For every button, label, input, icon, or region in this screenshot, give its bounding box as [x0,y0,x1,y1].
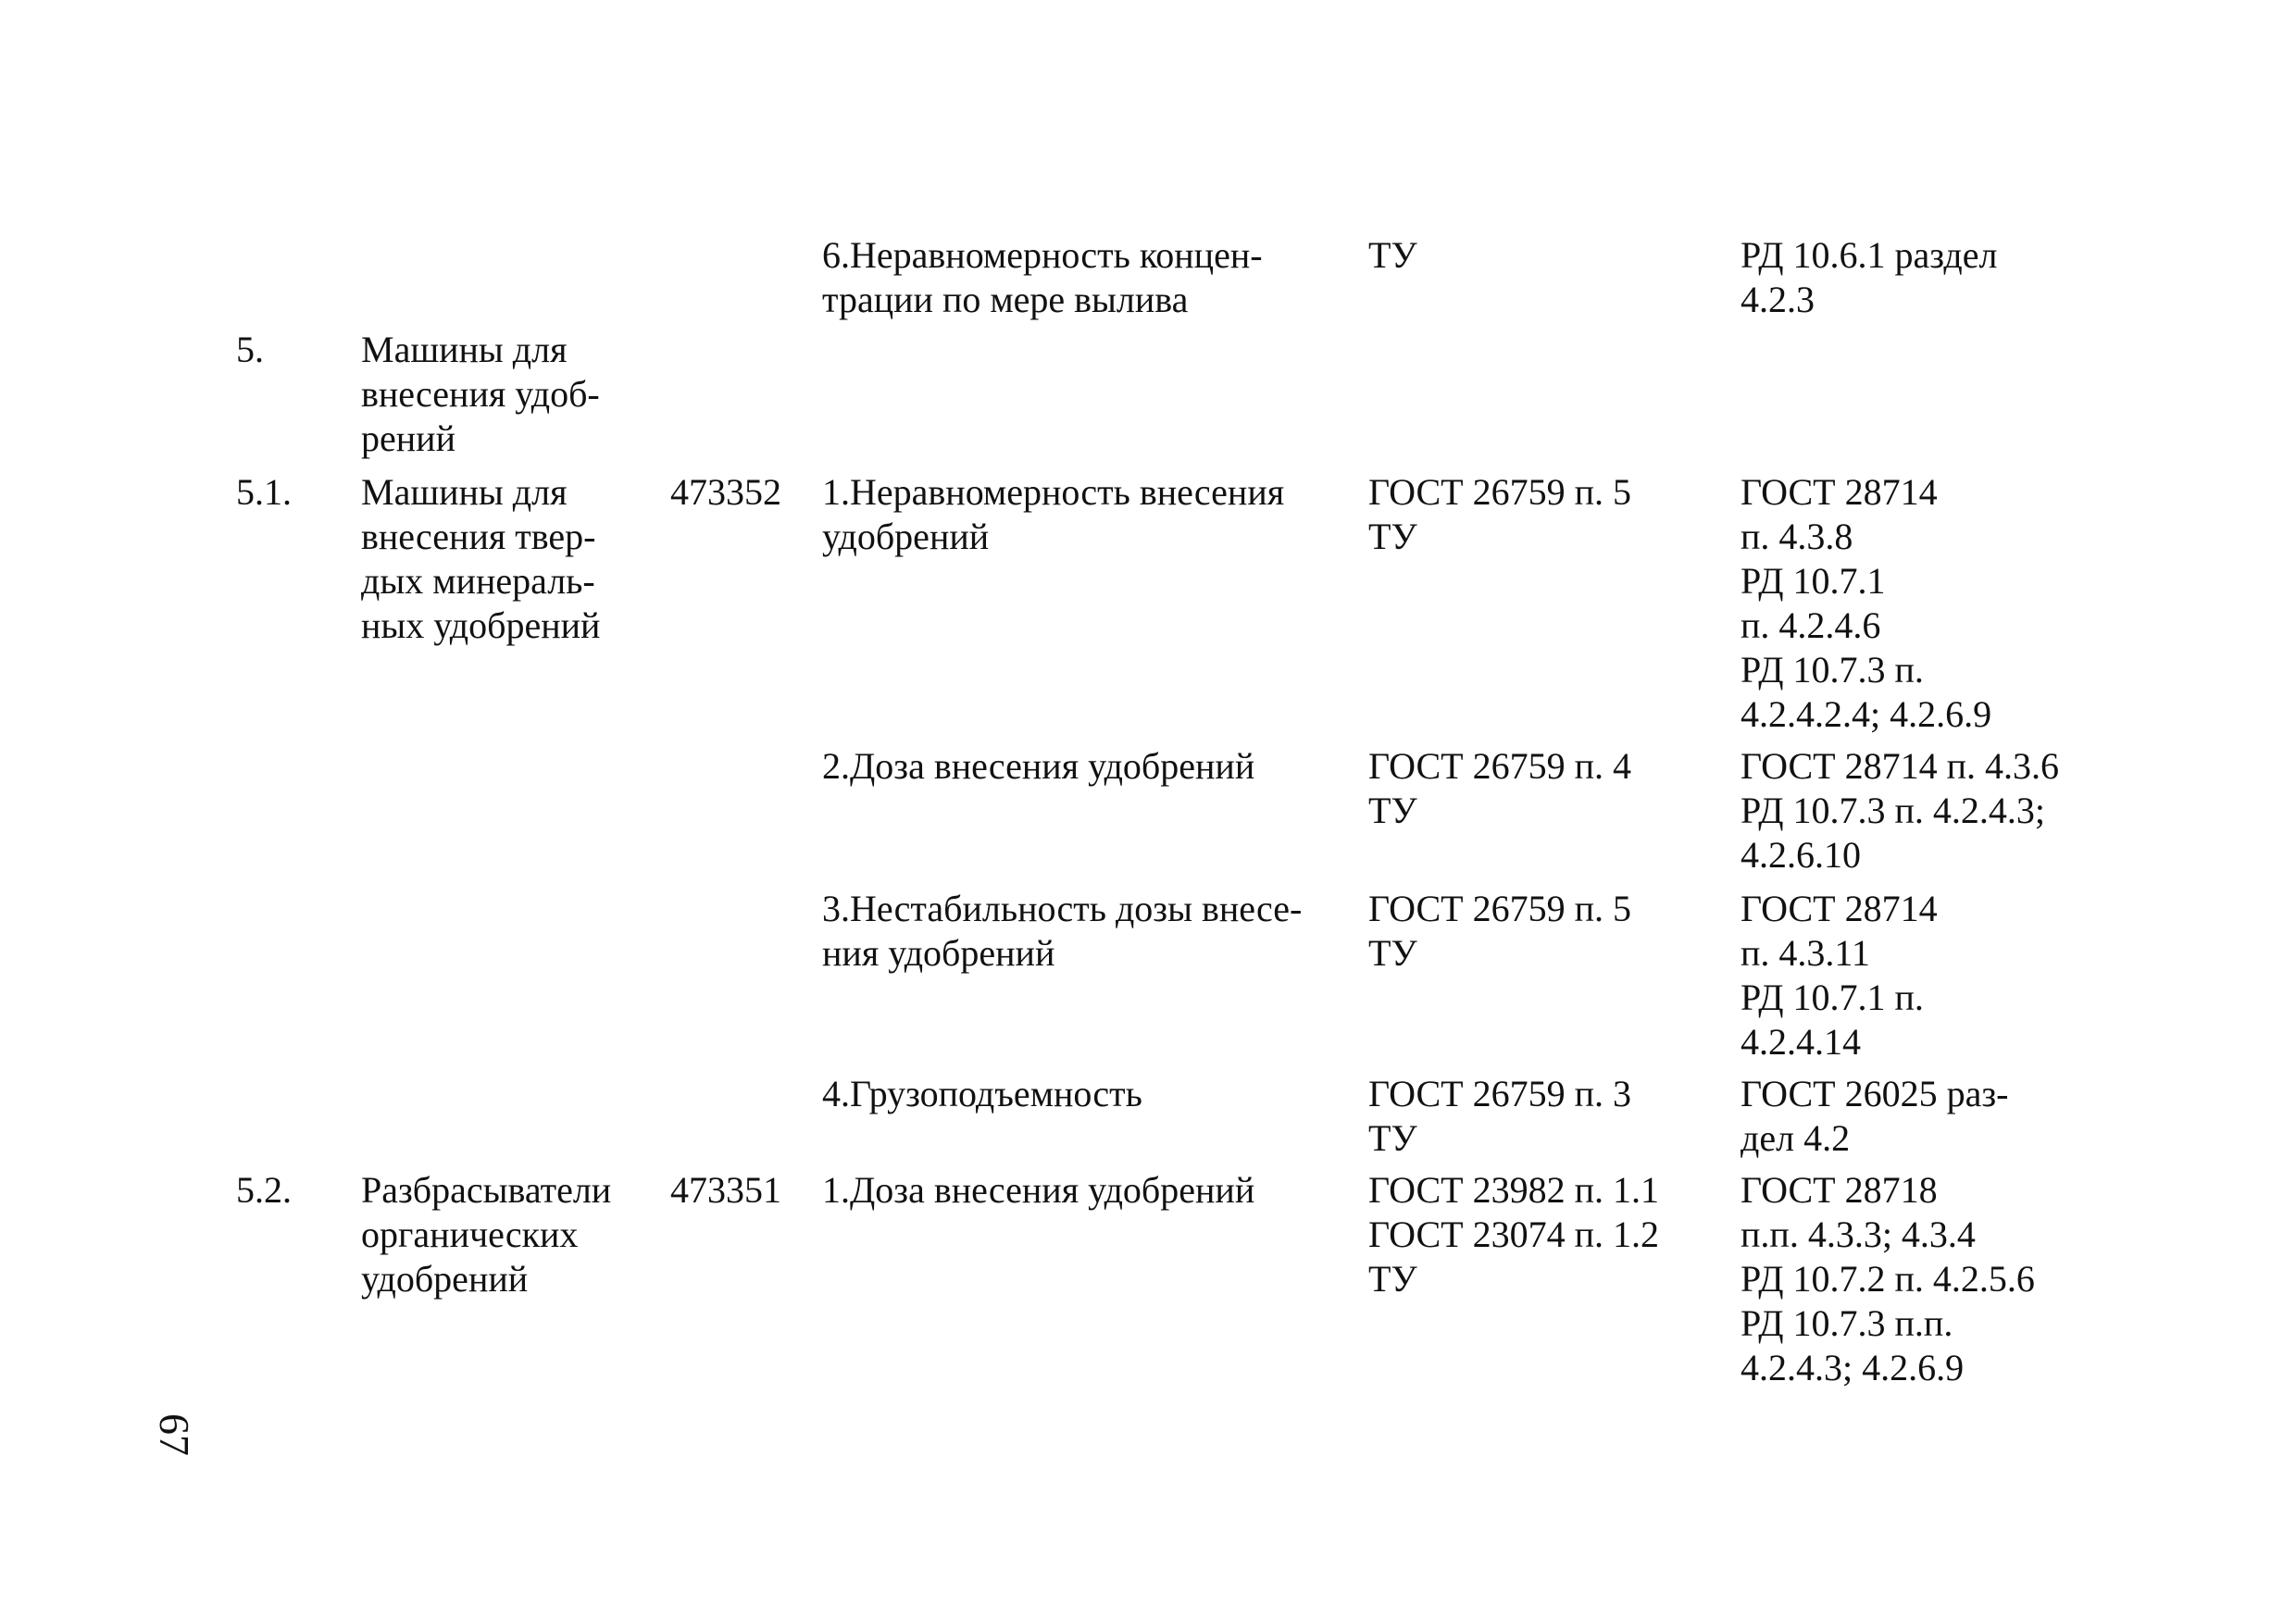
method-cell: ГОСТ 28714 п. 4.3.11 РД 10.7.1 п. 4.2.4.14 [1741,888,1938,1063]
method-cell: ГОСТ 26025 раз- дел 4.2 [1741,1073,2009,1159]
item-number-cell: 5.1. [236,471,292,513]
parameter-cell: 1.Доза внесения удобрений [822,1169,1255,1211]
method-cell: ГОСТ 28718 п.п. 4.3.3; 4.3.4 РД 10.7.2 п. 4.2.5.6 РД 10.7.3 п.п. 4.2.4.3; 4.2.6.9 [1741,1169,2035,1388]
item-number-cell: 5.2. [236,1169,292,1211]
page-number: 67 [151,1413,198,1456]
standard-cell: ГОСТ 23982 п. 1.1 ГОСТ 23074 п. 1.2 ТУ [1368,1169,1660,1300]
standard-cell: ТУ [1368,234,1417,276]
item-name-cell: Машины для внесения удоб- рений [361,329,600,459]
parameter-cell: 2.Доза внесения удобрений [822,745,1255,787]
parameter-cell: 6.Неравномерность концен- трации по мере вылива [822,234,1263,320]
parameter-cell: 4.Грузоподъемность [822,1073,1142,1114]
item-name-cell: Машины для внесения твер- дых минераль- ных удобрений [361,471,601,646]
method-cell: ГОСТ 28714 п. 4.3.6 РД 10.7.3 п. 4.2.4.3; 4.2.6.10 [1741,745,2060,876]
parameter-cell: 3.Нестабильность дозы внесе- ния удобрений [822,888,1303,974]
standard-cell: ГОСТ 26759 п. 4 ТУ [1368,745,1632,831]
method-cell: ГОСТ 28714 п. 4.3.8 РД 10.7.1 п. 4.2.4.6 РД 10.7.3 п. 4.2.4.2.4; 4.2.6.9 [1741,471,1992,735]
item-number-cell: 5. [236,329,264,370]
code-cell: 473351 [670,1169,781,1211]
standard-cell: ГОСТ 26759 п. 3 ТУ [1368,1073,1632,1159]
standard-cell: ГОСТ 26759 п. 5 ТУ [1368,888,1632,974]
item-name-cell: Разбрасыватели органических удобрений [361,1169,612,1300]
code-cell: 473352 [670,471,781,513]
standard-cell: ГОСТ 26759 п. 5 ТУ [1368,471,1632,557]
method-cell: РД 10.6.1 раздел 4.2.3 [1741,234,1998,320]
parameter-cell: 1.Неравномерность внесения удобрений [822,471,1285,557]
